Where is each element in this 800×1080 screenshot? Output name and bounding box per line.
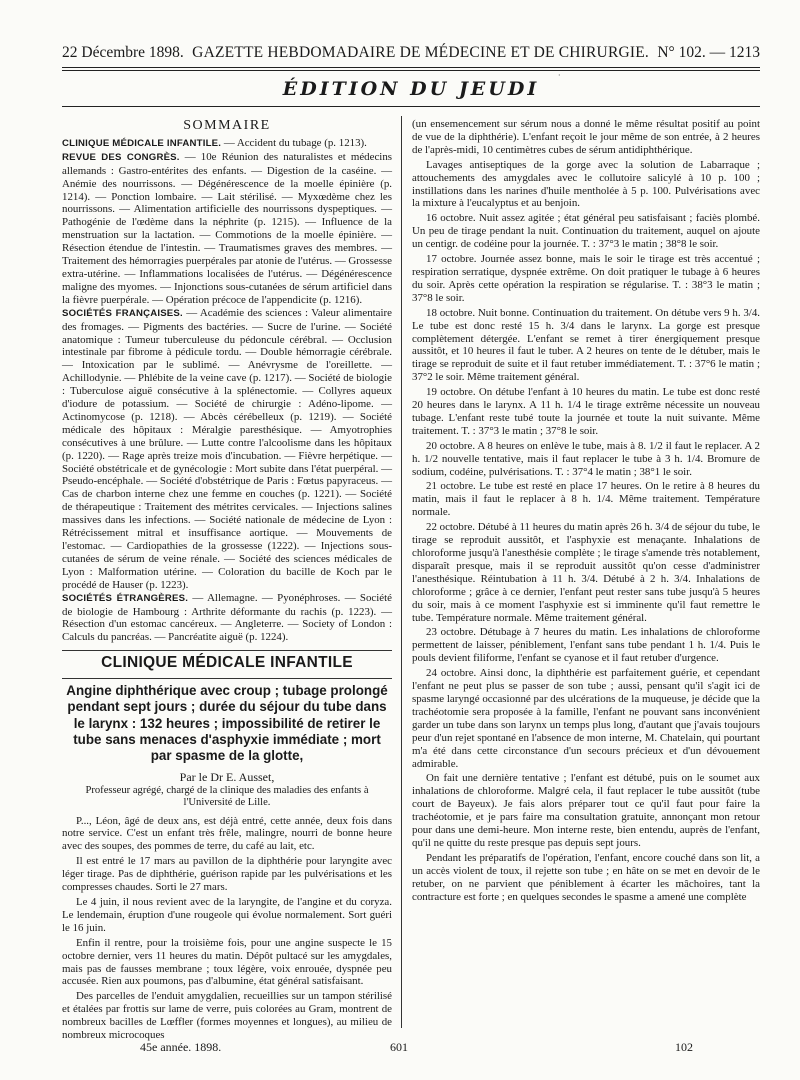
paragraph: 21 octobre. Le tube est resté en place 17 heures. On le retire à 8 heures du matin, mais il faut le replacer à 8 h. 1/4. Même traitement. Température normale. [412, 480, 760, 519]
header-rule-bottom [62, 70, 760, 71]
sommaire-entry-text: — Accident du tubage (p. 1213). [221, 136, 367, 149]
sommaire-entry [62, 307, 392, 592]
paragraph: P..., Léon, âgé de deux ans, est déjà entré, cette année, deux fois dans notre service. C'est un enfant très frêle, malingre, nourri de bonne heure avec des soupes, des pommes de terre, du café au lait, etc. [62, 814, 392, 853]
sommaire-entry-text: — 10e Réunion des naturalistes et médecins allemands : Gastro-entérites des enfants. — Digestion de la caséine. — Anémie des nourrissons. — Dégénérescence de la moelle épinière (p. 1214). — Ponction lombaire. — Lait stérilisé. — Myxœdème chez les nourrissons. — Alimentation artificielle des nourrissons dyspeptiques. — Pathogénie de l'œdème dans la néphrite (p. 1215). — Influence de la menstruation sur la lactation. — Commotions de la moelle épinière. — Résection étendue de l'intestin. — Traumatismes graves des membres. — Traitement des hémorragies puerpérales par atonie de l'utérus. — Grossesse extra-utérine. — Inflammations localisées de l'utérus. — Dégénérescence maligne des myomes. — Injonctions sous-cutanées de sérum artificiel dans la fièvre puerpérale. — Opération précoce de l'appendicite (p. 1216). [62, 150, 392, 306]
article-title: Angine diphthérique avec croup ; tubage prolongé pendant sept jours ; durée du séjour du tube dans le larynx : 132 heures ; impossibilité de retirer le tube sans menaces d'asphyxie immédiate ; mort par spasme de la glotte, [66, 683, 388, 764]
section-heading: CLINIQUE MÉDICALE INFANTILE [101, 654, 353, 672]
paragraph: 24 octobre. Ainsi donc, la diphthérie est parfaitement guérie, et cependant l'enfant ne peut plus se passer de son tube ; aussi, pensant qu'il s'agit ici de spasme laryngé occasionné par des ulcérations de la muqueuse, je décide que la trachéotomie sera proposée à la famille, l'enfant ne pouvant sans inconvénient garder un tube dans son larynx un temps plus long, d'autant que j'avais toujours peur d'un rejet spontané en l'absence de mon interne, M. Chatelain, qui pourtant m'a été dans cette circonstance d'un secours précieux et d'un dévouement admirable. [412, 667, 760, 770]
running-header [62, 44, 760, 66]
paragraph: 20 octobre. A 8 heures on enlève le tube, mais à 8. 1/2 il faut le replacer. A 2 h. 1/2 nouvelle tentative, mais il faut replacer le tube à 3 h. 1/4. Bromure de sodium, codéine, pulvérisations. T. : 37°4 le matin ; 38°1 le soir. [412, 439, 760, 478]
sommaire-entry-head: SOCIÉTÉS ÉTRANGÈRES. [62, 592, 189, 604]
paragraph: 19 octobre. On détube l'enfant à 10 heures du matin. Le tube est donc resté 20 heures dans le larynx. A 11 h. 1/4 le tirage extrême nécessite un nouveau tubage. L'enfant reste tubé toute la journée et toute la nuit suivante. Même traitement. T. : 37°3 le matin ; 37°8 le soir. [412, 386, 760, 437]
article-author: Par le Dr E. Ausset, [179, 769, 275, 784]
paragraph: Enfin il rentre, pour la troisième fois, pour une angine suspecte le 15 octobre dernier, vers 11 heures du matin. Dépôt pultacé sur les amygdales, mais pas de fausses membrane ; toux légère, voix enrouée, dyspnée peu accusée. Rien aux poumons, pas d'albumine, état général satisfaisant. [62, 936, 392, 988]
paragraph: Des parcelles de l'enduit amygdalien, recueillies sur un tampon stérilisé et étalées par frottis sur lame de verre, puis colorées au Gram, montrent de nombreux bacilles de Lœffler (formes moyennes et longues), au milieu de nombreux microcoques [62, 990, 392, 1042]
edition-title: ÉDITION DU JEUDI [282, 78, 540, 100]
sommaire-entry [62, 592, 392, 645]
sommaire-entry-head: REVUE DES CONGRÈS. [62, 151, 180, 163]
header-issue: N° 102. — 1213 [657, 44, 760, 61]
footer-year: 45e année. 1898. [140, 1040, 222, 1054]
header-rule-top [62, 67, 760, 68]
section-rule [62, 650, 392, 651]
paragraph: 22 octobre. Détubé à 11 heures du matin après 26 h. 3/4 de séjour du tube, le tirage se reproduit aussitôt, et l'asphyxie est menaçante. Inhalations de chloroforme jusqu'à l'anesthésie complète ; le tirage s'amende très notablement, disparaît presque, mais il se reproduit aussitôt qu'on cesse d'administrer l'anesthésique. Réintubation à 11 h. 3/4. Détubé à 2 h. 3/4. Inhalations de chloroforme ; grâce à ce dernier, l'enfant peut rester sans tube jusqu'à 5 heures du soir, mais à ce moment l'asphyxie est si imminente qu'il faut remettre le tube. Température normale. Même traitement général. [412, 521, 760, 624]
sommaire-entry-head: CLINIQUE MÉDICALE INFANTILE. [62, 137, 222, 149]
paragraph: Le 4 juin, il nous revient avec de la laryngite, de l'angine et du coryza. Le lendemain, éruption d'une rougeole qui évolue normalement. Sort guéri le 16 juin. [62, 895, 392, 934]
sommaire-entry-text: — Académie des sciences : Valeur alimentaire des fromages. — Pigments des bactéries. — Sucre de l'urine. — Société anatomique : Tumeur tuberculeuse du pédoncule cérébral. — Occlusion intestinale par fibrome à pédicule tordu. — Double hémorragie cérébrale. — Intoxication par le sublimé. — Anévrysme de l'oreillette. — Achillodynie. — Phlébite de la veine cave (p. 1217). — Société de biologie : Tuberculose aiguë consécutive à la splénectomie. — Collyres aqueux d'iodure de potassium. — Société de chirurgie : Adéno-lipome. — Actinomycose (p. 1218). — Abcès cérébelleux (p. 1219). — Société médicale des hôpitaux : Méralgie paresthésique. — Amyotrophies consécutives à une brûlure. — Lutte contre l'alcoolisme dans les hôpitaux (p. 1220). — Rage après treize mois d'incubation. — Fièvre herpétique. — Société obstétricale et de gynécologie : Mort subite dans l'état puerpéral. — Pseudo-encéphale. — Société d'obstétrique de Paris : Fœtus papyraceus. — Cas de charbon interne chez une femme en couches (p. 1221). — Société de thérapeutique : Traitement des métrites cervicales. — Injections salines massives dans les infections. — Société nationale de médecine de Lyon : Rétrécissement mitral et insuffisance aortique. — Mouvements de l'estomac. — Cardiopathies de la grossesse (1222). — Injections sous-cutanées de sérum de veine rénale. — Société des sciences médicales de Lyon : Malformation utérine. — Coloration du bacille de Koch par le procédé de Hauser (p. 1223). [62, 306, 392, 591]
sommaire-title: SOMMAIRE [183, 118, 271, 133]
edition-rule [62, 106, 760, 107]
paragraph: Lavages antiseptiques de la gorge avec la solution de Labarraque ; attouchements des amygdales avec le collutoire salicylé à 10 p. 100 ; instillations dans les narines d'huile mentholée à 5 p. 100. Pulvérisations avec la mixture à l'eucalyptus et au benjoin. [412, 158, 760, 210]
edge-mark: · [558, 71, 561, 80]
paragraph: 16 octobre. Nuit assez agitée ; état général peu satisfaisant ; faciès plombé. Un peu de tirage pendant la nuit. Continuation du traitement, auquel on ajoute un centigr. de codéine pour la journée. T. : 37°3 le matin ; 38°8 le soir. [412, 212, 760, 251]
paragraph: Pendant les préparatifs de l'opération, l'enfant, encore couché dans son lit, a un accès violent de toux, il rejette son tube ; en hâte on se met en devoir de le retuber, on ne parvient que péniblement à écarter les mâchoires, tant la contracture est forte ; en quelques secondes le spasme a amené une complète [412, 851, 760, 903]
footer-issue-number: 102 [675, 1040, 693, 1054]
sommaire-entry-text: — Allemagne. — Pyonéphroses. — Société de biologie de Hambourg : Arthrite déformante du rachis (p. 1223). — Résection d'un estomac cancéreux. — Angleterre. — Society of London : Calculs du pancréas. — Pancréatite aiguë (p. 1224). [62, 591, 392, 644]
sommaire-list [62, 137, 392, 644]
section-rule [62, 678, 392, 679]
paragraph: 18 octobre. Nuit bonne. Continuation du traitement. On détube vers 9 h. 3/4. Le tube est donc resté 15 h. 3/4 dans le larynx. La gorge est presque complètement détergée. L'enfant se remet à tirer énergiquement presque aussitôt, et 10 heures il faut le tuber. A 2 heures on tente de le détuber, mais le tirage se reproduit de suite et il faut retuber immédiatement. T. : 37°6 le matin ; 37°2 le soir. Même traitement général. [412, 306, 760, 384]
header-date: 22 Décembre 1898. [62, 44, 184, 61]
footer-page-number: 601 [390, 1040, 408, 1054]
right-column [412, 118, 760, 1032]
paragraph: On fait une dernière tentative ; l'enfant est détubé, puis on le soumet aux inhalations de chloroforme. Malgré cela, il faut replacer le tube aussitôt (tube court de Bayeux). Je fais alors préparer tout ce qu'il faut pour faire la trachéotomie, et je pars faire ma consultation gratuite, annonçant mon retour pour dans une demi-heure. Mon interne reste, bien entendu, auprès de l'enfant, qu'il ne quitte du reste presque pas depuis sept jours. [412, 772, 760, 849]
sommaire-entry-head: SOCIÉTÉS FRANÇAISES. [62, 307, 183, 319]
paragraph: (un ensemencement sur sérum nous a donné le même résultat positif au point de vue de la diphthérie). L'enfant reçoit le jour même de son entrée, à 2 heures de l'après-midi, 10 centimètres cubes de sérum antidiphthérique. [412, 118, 760, 156]
sommaire-entry [62, 137, 392, 151]
article-affiliation: Professeur agrégé, chargé de la clinique des maladies des enfants à l'Université de Lille. [85, 784, 369, 808]
paragraph: Il est entré le 17 mars au pavillon de la diphthérie pour laryngite avec léger tirage. Pas de diphthérie, guérison rapide par les pulvérisations et les compresses chaudes. Sorti le 27 mars. [62, 855, 392, 894]
column-divider [401, 116, 402, 1028]
header-journal-title: GAZETTE HEBDOMADAIRE DE MÉDECINE ET DE CHIRURGIE. [192, 44, 649, 61]
paragraph: 23 octobre. Détubage à 7 heures du matin. Les inhalations de chloroforme permettent de laisser, péniblement, l'enfant sans tube pendant 1 h. 1/4. Puis le pouls devient filiforme, l'enfant se cyanose et il faut retuber d'urgence. [412, 626, 760, 665]
paragraph: 17 octobre. Journée assez bonne, mais le soir le tirage est très accentué ; respiration serratique, dyspnée extrême. On doit pratiquer le tubage à 6 heures du soir. Après cette opération la respiration se régularise. T. : 38°3 le matin ; 37°8 le soir. [412, 253, 760, 304]
sommaire-entry [62, 151, 392, 307]
left-column [62, 118, 392, 1042]
